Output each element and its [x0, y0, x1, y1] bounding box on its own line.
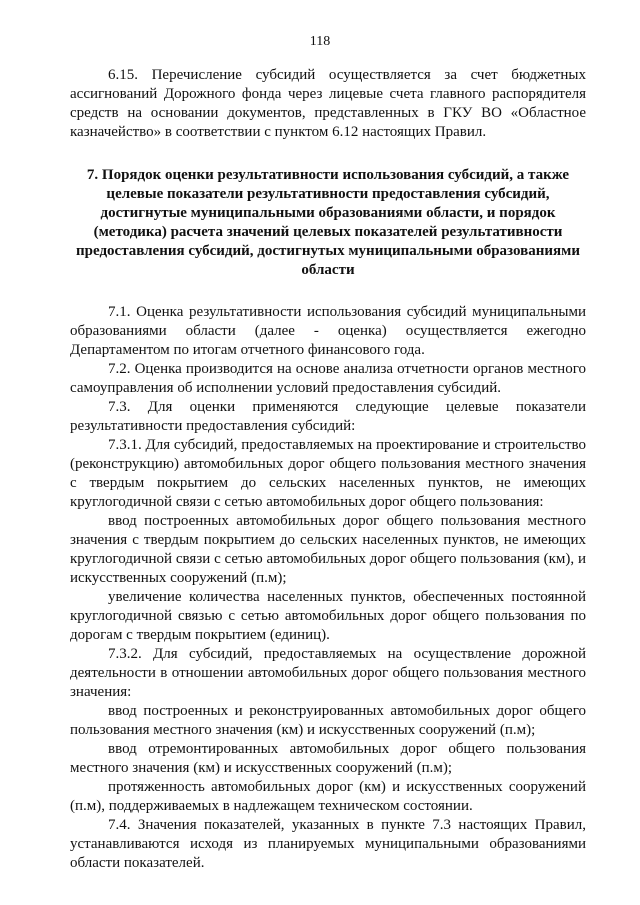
paragraph-7-3: 7.3. Для оценки применяются следующие целевые показатели результативности предоставления субсидий:	[70, 399, 586, 434]
paragraph-7-3-2: 7.3.2. Для субсидий, предоставляемых на осуществление дорожной деятельности в отношении автомобильных дорог общего пользования местного значения:	[70, 646, 586, 700]
page-number: 118	[309, 34, 331, 49]
paragraph-7-3-2-indicator-c: протяженность автомобильных дорог (км) и искусственных сооружений (п.м), поддерживаемых в надлежащем техническом состоянии.	[70, 779, 586, 814]
section-7-heading: 7. Порядок оценки результативности использования субсидий, а также целевые показатели результативности предоставления субсидий, достигнутые муниципальными образованиями области, и порядок (методика) расчета значений целевых показателей результативности предоставления субсидий, достигнутых муниципальными образованиями области	[76, 167, 580, 278]
paragraph-7-3-2-indicator-a: ввод построенных и реконструированных автомобильных дорог общего пользования местного значения (км) и искусственных сооружений (п.м);	[70, 703, 586, 738]
paragraph-6-15: 6.15. Перечисление субсидий осуществляется за счет бюджетных ассигнований Дорожного фонда через лицевые счета главного распорядителя средств на основании документов, представленных в ГКУ ВО «Областное казначейство» в соответствии с пунктом 6.12 настоящих Правил.	[70, 67, 586, 140]
paragraph-7-3-1-indicator-a: ввод построенных автомобильных дорог общего пользования местного значения с твердым покрытием до сельских населенных пунктов, не имеющих круглогодичной связи с сетью автомобильных дорог общего пользования (км), и искусственных сооружений (п.м);	[70, 513, 586, 586]
paragraph-7-4: 7.4. Значения показателей, указанных в пункте 7.3 настоящих Правил, устанавливаются исходя из планируемых муниципальными образованиями области показателей.	[70, 817, 586, 871]
paragraph-7-3-1-indicator-b: увеличение количества населенных пунктов, обеспеченных постоянной круглогодичной связью с сетью автомобильных дорог общего пользования по дорогам с твердым покрытием (единиц).	[70, 589, 586, 643]
document-body	[70, 66, 586, 873]
paragraph-7-2: 7.2. Оценка производится на основе анализа отчетности органов местного самоуправления об исполнении условий предоставления субсидий.	[70, 361, 586, 396]
paragraph-7-3-1: 7.3.1. Для субсидий, предоставляемых на проектирование и строительство (реконструкцию) автомобильных дорог общего пользования местного значения с твердым покрытием до сельских населенных пунктов, не имеющих круглогодичной связи с сетью автомобильных дорог общего пользования:	[70, 437, 586, 510]
paragraph-7-1: 7.1. Оценка результативности использования субсидий муниципальными образованиями области (далее - оценка) осуществляется ежегодно Департаментом по итогам отчетного финансового года.	[70, 304, 586, 358]
paragraph-7-3-2-indicator-b: ввод отремонтированных автомобильных дорог общего пользования местного значения (км) и искусственных сооружений (п.м);	[70, 741, 586, 776]
